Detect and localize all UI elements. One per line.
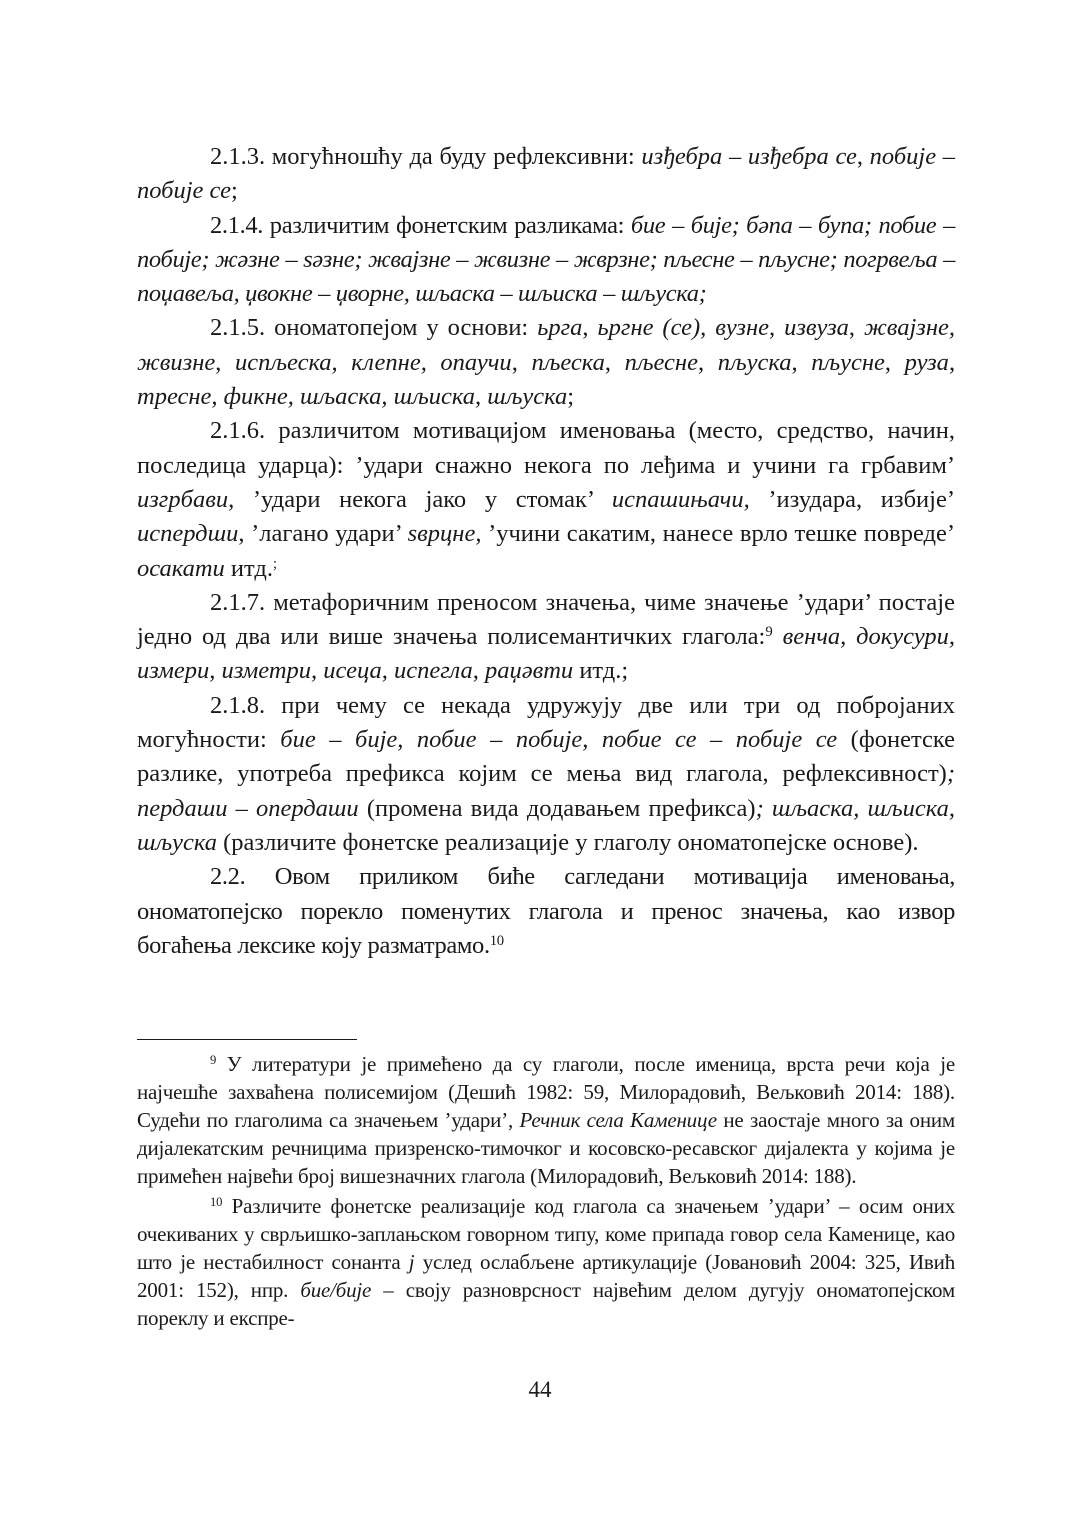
text-run: , [948,348,956,376]
text-run: 2.2. Овом приликом биће сагледани мотивација именовања, ономатопејско порекло поменутих глагола и пренос значења, као извор богаћења лексике коју разматрамо. [137,863,955,959]
page-number: 44 [528,1377,552,1402]
text-run: 2.1.8. при чему се некада удружују две или три од побројаних могућности: [137,691,955,754]
italic-term: пљеска [531,348,605,376]
paragraph-2-1-6 [137,414,955,585]
paragraph-2-1-4 [137,209,955,312]
italic-term: пљусне [811,348,885,376]
text-run: 2.1.3. могућношћу да буду рефлексивни: [210,143,642,170]
italic-term: бие – бије, побие – побије, побие се – побије се [280,726,838,754]
italic-term: ьргне (се), вузне, извуза [597,314,849,342]
italic-term: жвајзне, жвизне [137,314,955,376]
italic-term: ; пердаши – опердаши [137,760,955,822]
italic-term: тресне, фикне, шљаска, шљиска, шљуска [137,383,568,411]
footnote-marker: 9 [765,624,773,641]
footnote-marker: 10 [489,932,504,949]
text-run: ’удари некога јако у стомак’ [234,485,612,513]
italic-term: пљесне [624,348,698,376]
text-run: , [582,314,598,342]
italic-term: побије – побије се [137,143,955,205]
paragraph-2-1-7 [137,586,955,689]
text-run: (фонетске разлике, употреба префикса којим се мења вид глагола, рефлексивност) [137,726,955,788]
italic-term: изгрбави, [137,485,235,513]
text-run: Различите фонетске реализације код глагола са значењем ’удари’ – осим оних очекиваних у сврљишко-заплањском говорном типу, коме припада говор села Каменице, као што је нестабилност сонанта [137,1194,955,1274]
main-text [137,140,955,963]
text-run: , [511,348,532,376]
text-run: итд.; [573,657,629,685]
italic-term: пљуска [717,348,792,376]
italic-term: испашињачи, [611,485,750,513]
text-run [773,623,783,650]
footnotes [137,1050,955,1332]
text-run: , [791,348,812,376]
paragraph-2-1-5 [137,311,955,414]
footnote-9 [137,1050,955,1190]
text-run: 2.1.4. различитим фонетским разликама: [210,211,631,239]
italic-term: ѕврцне, [407,520,482,548]
italic-term: испљеска, клепне, опаучи [235,348,512,376]
text-run: 2.1.7. метафоричним преносом значења, чиме значење ’удари’ постаје једно од два или више значења полисемантичких глагола: [137,588,955,651]
text-run: не заостаје много за оним дијалекатским речницима призренско-тимочког и косовско-ресавског дијалекта у којима је примећен највећи број вишезначних глагола (Милорадовић, Вељковић 2014: 188). [137,1108,955,1188]
text-run: ’изудара, избије’ [749,485,955,513]
italic-term: ; шљаска, шљиска, шљуска [137,794,955,856]
paragraph-2-1-3 [137,140,955,209]
text-run: услед ослабљене артикулације (Јовановић 2004: 325, Ивић 2001: 152), нпр. [137,1250,955,1302]
text-run: 2.1.6. различитом мотивацијом именовања (место, средство, начин, последица ударца): ’удари снажно некога по леђима и учини га грбавим’ [137,417,955,479]
paragraph-2-1-8 [137,689,955,860]
italic-term: испердши [137,520,239,548]
text-run: ’учини сакатим, нанесе врло тешке повреде’ [481,520,955,548]
text-run: итд. [224,554,274,582]
text-run: – своју разноврсност највећим делом дугују ономатопејском пореклу и експре- [137,1278,955,1330]
text-run: , [884,348,905,376]
italic-term: изђебра – изђебра се [641,143,857,170]
text-run: ; [567,383,575,411]
italic-term: осакати [137,554,225,582]
text-run: , [697,348,718,376]
text-run: ; [230,177,238,205]
text-run: , [856,143,870,170]
footnote-separator [137,1039,357,1040]
footnote-marker: ; [273,555,278,572]
footnote-marker: 10 [210,1195,223,1210]
text-run: , ’лагано удари’ [238,520,408,548]
text-run: , [604,348,625,376]
footnote-10 [137,1192,955,1332]
text-run: , [215,348,236,376]
text-run: У литератури је примећено да су глаголи, после именица, врста речи која је најчешће захваћена полисемијом (Дешић 1982: 59, Милорадовић, Вељковић 2014: 188). Судећи по глаголима са значењем ’удари’, [137,1052,955,1132]
text-run: (различите фонетске реализације у глаголу ономатопејске основе). [216,828,919,856]
text-run: (промена вида додавањем префикса) [358,794,756,822]
italic-term: руза [904,348,949,376]
footnote-marker: 9 [210,1053,217,1068]
italic-term: бие – бије; бəпа – бупа; побие – побије; жəзне – ѕəзне; жвајзне – жвизне – жврзне; пљесне – пљусне; погрвеља – поџавеља, џвокне – џворне, шљаска – шљиска – шљуска; [137,211,955,308]
italic-term: ј [408,1250,415,1274]
italic-term: венча, докусури, измери, изметри, исеца, испегла, раџәвти [137,623,956,685]
paragraph-2-2 [137,860,955,963]
italic-term: ьрга [537,314,583,342]
italic-term: бие/бије [300,1278,372,1302]
italic-term: Речник села Каменице [519,1108,717,1132]
text-run: , [848,314,864,342]
text-run: 2.1.5. ономатопејом у основи: [210,314,538,342]
